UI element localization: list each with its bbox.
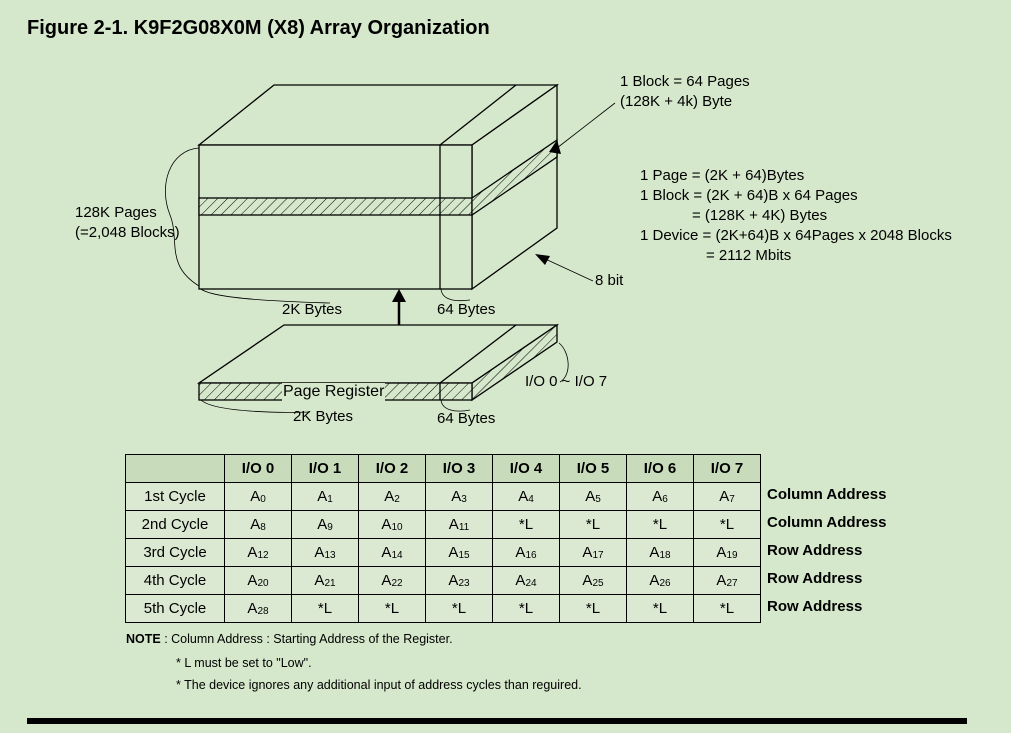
address-bit-cell: [560, 483, 627, 511]
address-bit-index: 0: [260, 494, 266, 505]
address-bit-base: A: [247, 544, 258, 561]
address-bit-index: 15: [458, 550, 470, 561]
address-type-label: Column Address: [767, 514, 887, 531]
address-bit-base: A: [448, 516, 459, 533]
address-bit-cell: [225, 595, 292, 623]
address-bit-cell: [426, 595, 493, 623]
address-bit-base: A: [250, 488, 261, 505]
cycle-label: 3rd Cycle: [126, 539, 225, 567]
address-bit-index: 21: [324, 578, 336, 589]
spare-bytes-label: 64 Bytes: [437, 301, 496, 318]
register-spare-bytes-label: 64 Bytes: [437, 410, 496, 427]
page-count-label: 128K Pages: [75, 204, 157, 221]
table-row: [126, 483, 761, 511]
address-bit-base: *L: [451, 600, 467, 617]
address-bit-cell: [560, 567, 627, 595]
address-bit-base: A: [314, 544, 325, 561]
address-bit-base: *L: [317, 600, 333, 617]
address-cycle-table: [125, 454, 761, 623]
address-bit-cell: [292, 511, 359, 539]
address-bit-base: *L: [719, 516, 735, 533]
address-type-label: Row Address: [767, 542, 863, 559]
address-bit-cell: [292, 539, 359, 567]
address-bit-base: A: [585, 488, 596, 505]
address-bit-cell: [627, 595, 694, 623]
formula-page: 1 Page = (2K + 64)Bytes: [640, 167, 805, 184]
memory-array-block: [199, 85, 557, 289]
address-type-label: Row Address: [767, 570, 863, 587]
address-bit-index: 23: [458, 578, 470, 589]
address-bit-index: 20: [257, 578, 269, 589]
address-bit-cell: [627, 483, 694, 511]
address-bit-cell: [359, 567, 426, 595]
address-bit-base: *L: [384, 600, 400, 617]
header-io3: I/O 3: [426, 455, 493, 483]
formula-device: 1 Device = (2K+64)B x 64Pages x 2048 Blocks: [640, 227, 952, 244]
table-row: [126, 511, 761, 539]
address-bit-cell: [560, 595, 627, 623]
address-bit-index: 10: [391, 522, 403, 533]
address-bit-index: 3: [461, 494, 467, 505]
block-count-label: (=2,048 Blocks): [75, 224, 180, 241]
address-bit-cell: [627, 567, 694, 595]
address-bit-base: *L: [652, 600, 668, 617]
address-bit-base: A: [314, 572, 325, 589]
address-bit-cell: [359, 595, 426, 623]
address-bit-index: 2: [394, 494, 400, 505]
note-line-3: * The device ignores any additional input of address cycles than reguired.: [176, 678, 582, 692]
address-bit-cell: [426, 511, 493, 539]
address-bit-base: A: [649, 572, 660, 589]
address-bit-cell: [426, 567, 493, 595]
address-bit-base: A: [716, 544, 727, 561]
address-bit-base: A: [448, 544, 459, 561]
address-bit-cell: [694, 567, 761, 595]
address-bit-cell: [560, 511, 627, 539]
header-io2: I/O 2: [359, 455, 426, 483]
address-bit-index: 9: [327, 522, 333, 533]
address-bit-base: A: [515, 544, 526, 561]
address-bit-cell: [225, 539, 292, 567]
register-main-bytes-label: 2K Bytes: [293, 408, 354, 425]
bit-leader: [541, 257, 593, 281]
address-bit-cell: [493, 539, 560, 567]
note-label: NOTE: [126, 632, 161, 646]
address-bit-base: A: [448, 572, 459, 589]
address-bit-cell: [493, 511, 560, 539]
address-bit-base: *L: [518, 516, 534, 533]
address-bit-index: 16: [525, 550, 537, 561]
address-bit-index: 25: [592, 578, 604, 589]
header-io0: I/O 0: [225, 455, 292, 483]
address-bit-base: A: [381, 544, 392, 561]
formula-device-result: = 2112 Mbits: [706, 247, 792, 264]
address-bit-base: A: [381, 516, 392, 533]
address-bit-base: A: [518, 488, 529, 505]
table-row: [126, 567, 761, 595]
note-line-1: [126, 632, 453, 646]
address-bit-base: *L: [652, 516, 668, 533]
address-bit-base: A: [652, 488, 663, 505]
address-bit-index: 8: [260, 522, 266, 533]
address-bit-cell: [493, 567, 560, 595]
note-line-2: * L must be set to "Low".: [176, 656, 312, 670]
address-bit-index: 28: [257, 606, 269, 617]
table-corner-cell: [126, 455, 225, 483]
main-bytes-label: 2K Bytes: [282, 301, 343, 318]
address-bit-index: 14: [391, 550, 403, 561]
address-bit-cell: [225, 483, 292, 511]
address-bit-base: A: [716, 572, 727, 589]
cycle-label: 1st Cycle: [126, 483, 225, 511]
address-bit-base: A: [247, 600, 258, 617]
address-bit-cell: [426, 539, 493, 567]
address-bit-base: *L: [585, 516, 601, 533]
page-stripe: [199, 198, 472, 215]
address-bit-cell: [694, 539, 761, 567]
bit-arrowhead: [535, 254, 550, 265]
formula-block-result: = (128K + 4K) Bytes: [692, 207, 828, 224]
bottom-rule: [27, 718, 967, 724]
address-bit-index: 1: [327, 494, 333, 505]
address-bit-base: A: [515, 572, 526, 589]
address-bit-cell: [694, 595, 761, 623]
bit-width-label: 8 bit: [595, 272, 624, 289]
address-bit-cell: [560, 539, 627, 567]
address-bit-base: *L: [518, 600, 534, 617]
address-bit-base: A: [719, 488, 730, 505]
cycle-label: 2nd Cycle: [126, 511, 225, 539]
address-bit-cell: [292, 567, 359, 595]
header-io4: I/O 4: [493, 455, 560, 483]
address-bit-cell: [225, 567, 292, 595]
address-bit-base: A: [451, 488, 462, 505]
address-bit-index: 13: [324, 550, 336, 561]
address-bit-base: *L: [719, 600, 735, 617]
address-bit-base: A: [250, 516, 261, 533]
address-bit-cell: [627, 511, 694, 539]
address-bit-base: A: [317, 488, 328, 505]
page-register-label: Page Register: [283, 383, 385, 400]
address-bit-base: *L: [585, 600, 601, 617]
address-bit-cell: [359, 539, 426, 567]
address-bit-index: 11: [458, 522, 470, 533]
address-bit-index: 17: [592, 550, 604, 561]
header-io6: I/O 6: [627, 455, 694, 483]
address-bit-base: A: [381, 572, 392, 589]
address-bit-index: 27: [726, 578, 738, 589]
address-bit-index: 22: [391, 578, 403, 589]
address-bit-index: 12: [257, 550, 269, 561]
address-bit-cell: [292, 595, 359, 623]
address-bit-index: 4: [528, 494, 534, 505]
address-bit-cell: [493, 483, 560, 511]
formula-block: 1 Block = (2K + 64)B x 64 Pages: [640, 187, 858, 204]
block-leader: [557, 103, 615, 148]
address-bit-index: 18: [659, 550, 671, 561]
header-io7: I/O 7: [694, 455, 761, 483]
address-bit-cell: [694, 511, 761, 539]
block-size-label: 1 Block = 64 Pages: [620, 73, 750, 90]
address-bit-base: A: [582, 572, 593, 589]
address-type-label: Column Address: [767, 486, 887, 503]
address-bit-cell: [493, 595, 560, 623]
address-bit-cell: [359, 511, 426, 539]
address-bit-cell: [292, 483, 359, 511]
address-bit-cell: [627, 539, 694, 567]
address-bit-index: 26: [659, 578, 671, 589]
cycle-label: 5th Cycle: [126, 595, 225, 623]
figure-title: Figure 2-1. K9F2G08X0M (X8) Array Organization: [27, 17, 490, 39]
address-bit-base: A: [582, 544, 593, 561]
address-bit-cell: [694, 483, 761, 511]
header-io5: I/O 5: [560, 455, 627, 483]
address-bit-base: A: [247, 572, 258, 589]
address-bit-base: A: [317, 516, 328, 533]
address-bit-base: A: [649, 544, 660, 561]
address-bit-index: 24: [525, 578, 537, 589]
address-bit-base: A: [384, 488, 395, 505]
address-bit-cell: [426, 483, 493, 511]
address-bit-index: 6: [662, 494, 668, 505]
pages-brace: [165, 148, 199, 286]
io-range-label: I/O 0 ~ I/O 7: [525, 373, 608, 390]
table-row: [126, 595, 761, 623]
address-bit-index: 5: [595, 494, 601, 505]
header-io1: I/O 1: [292, 455, 359, 483]
table-header-row: [126, 455, 761, 483]
block-bytes-label: (128K + 4k) Byte: [620, 93, 733, 110]
address-type-label: Row Address: [767, 598, 863, 615]
cycle-label: 4th Cycle: [126, 567, 225, 595]
address-bit-cell: [359, 483, 426, 511]
address-bit-index: 19: [726, 550, 738, 561]
note-text-1: : Column Address : Starting Address of the Register.: [160, 632, 453, 646]
address-bit-index: 7: [729, 494, 735, 505]
table-row: [126, 539, 761, 567]
address-bit-cell: [225, 511, 292, 539]
